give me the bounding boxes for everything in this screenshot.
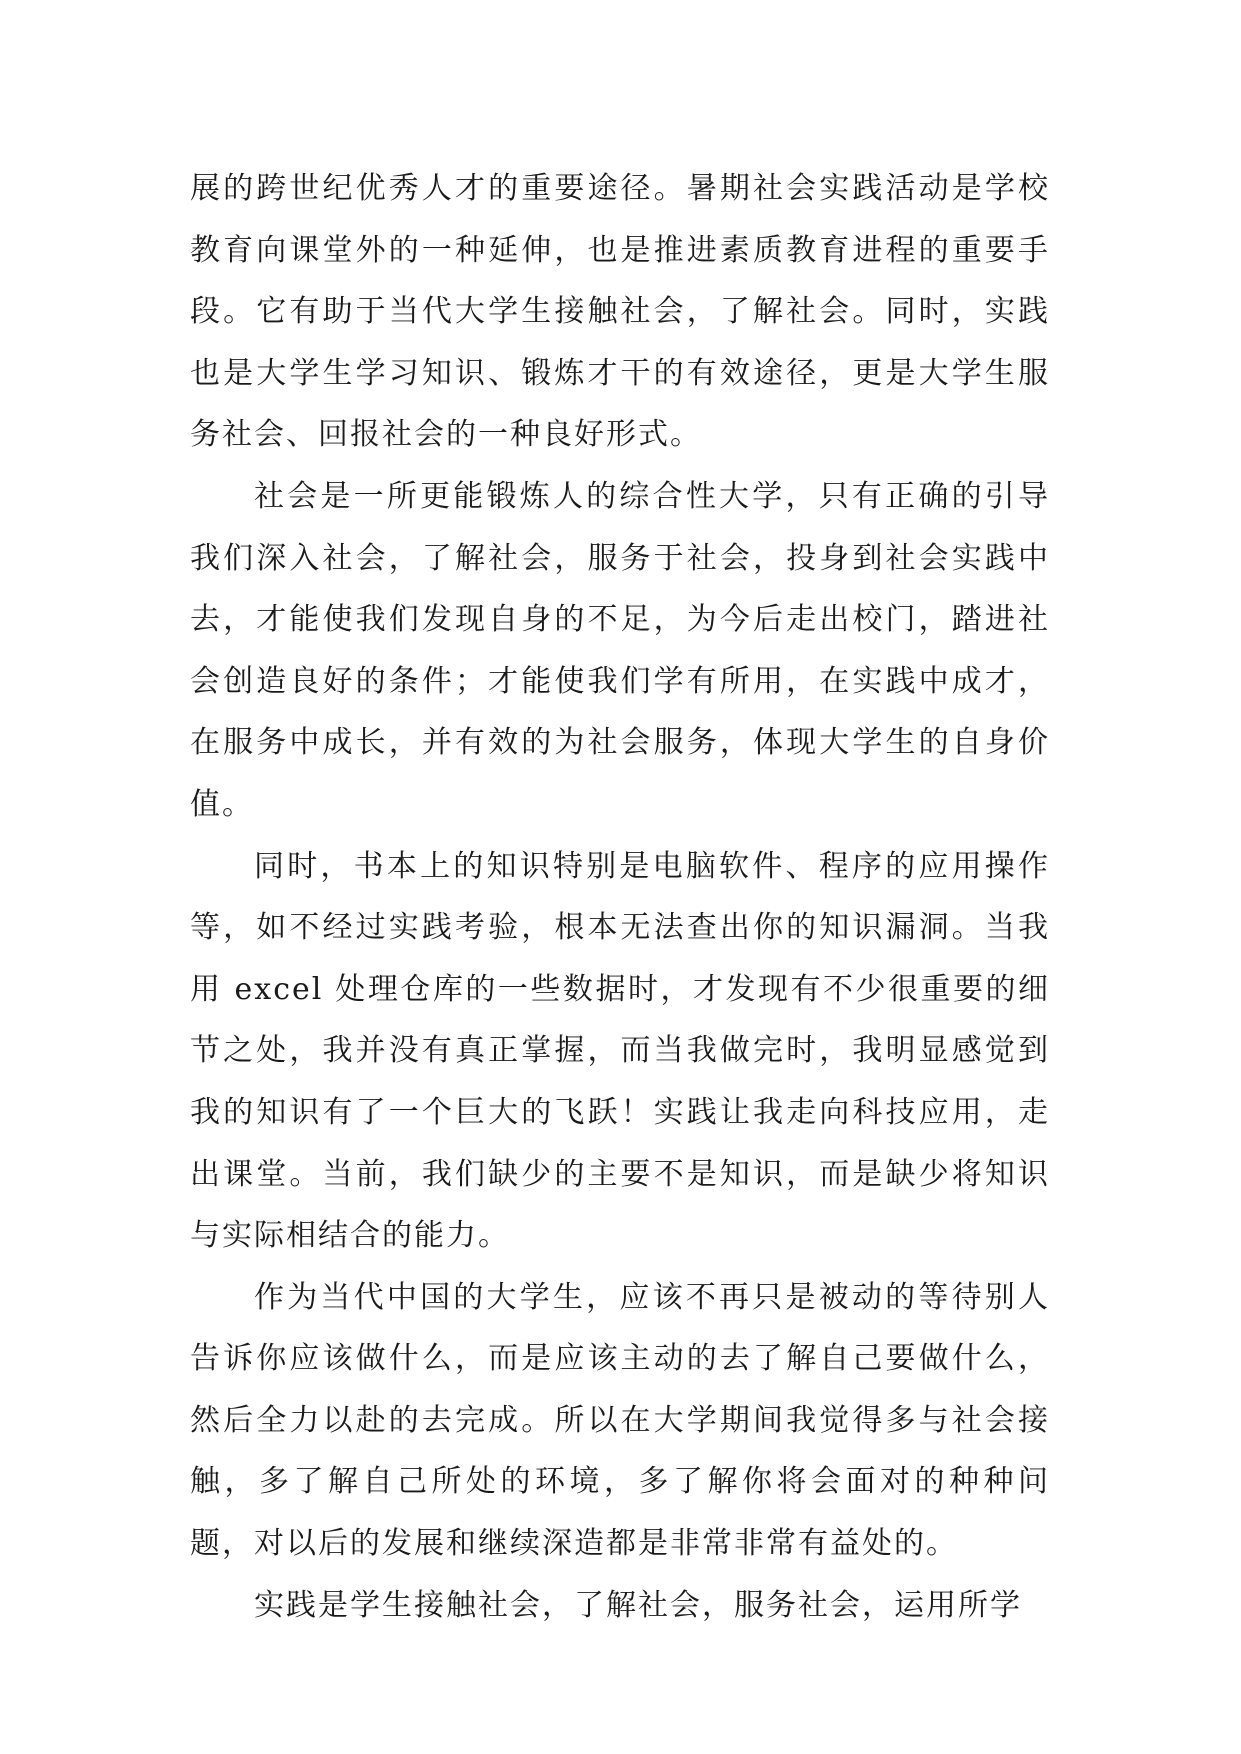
paragraph-4: 作为当代中国的大学生，应该不再只是被动的等待别人告诉你应该做什么，而是应该主动的去了解自己要做什么，然后全力以赴的去完成。所以在大学期间我觉得多与社会接触，多了解自己所处的环境，多了解你将会面对的种种问题，对以后的发展和继续深造都是非常非常有益处的。 — [190, 1279, 1050, 1562]
body-text — [190, 158, 1050, 1636]
paragraph-3: 同时，书本上的知识特别是电脑软件、程序的应用操作等，如不经过实践考验，根本无法查出你的知识漏洞。当我用 excel 处理仓库的一些数据时，才发现有不少很重要的细节之处，我并没有真正掌握，而当我做完时，我明显感觉到我的知识有了一个巨大的飞跃！实践让我走向科技应用，走出课堂。当前，我们缺少的主要不是知识，而是缺少将知识与实际相结合的能力。 — [190, 848, 1050, 1254]
paragraph-2: 社会是一所更能锻炼人的综合性大学，只有正确的引导我们深入社会，了解社会，服务于社会，投身到社会实践中去，才能使我们发现自身的不足，为今后走出校门，踏进社会创造良好的条件；才能使我们学有所用，在实践中成才，在服务中成长，并有效的为社会服务，体现大学生的自身价值。 — [190, 478, 1050, 822]
paragraph-5: 实践是学生接触社会，了解社会，服务社会，运用所学 — [254, 1587, 1022, 1623]
paragraph-1: 展的跨世纪优秀人才的重要途径。暑期社会实践活动是学校教育向课堂外的一种延伸，也是推进素质教育进程的重要手段。它有助于当代大学生接触社会，了解社会。同时，实践也是大学生学习知识、锻炼才干的有效途径，更是大学生服务社会、回报社会的一种良好形式。 — [190, 171, 1050, 453]
